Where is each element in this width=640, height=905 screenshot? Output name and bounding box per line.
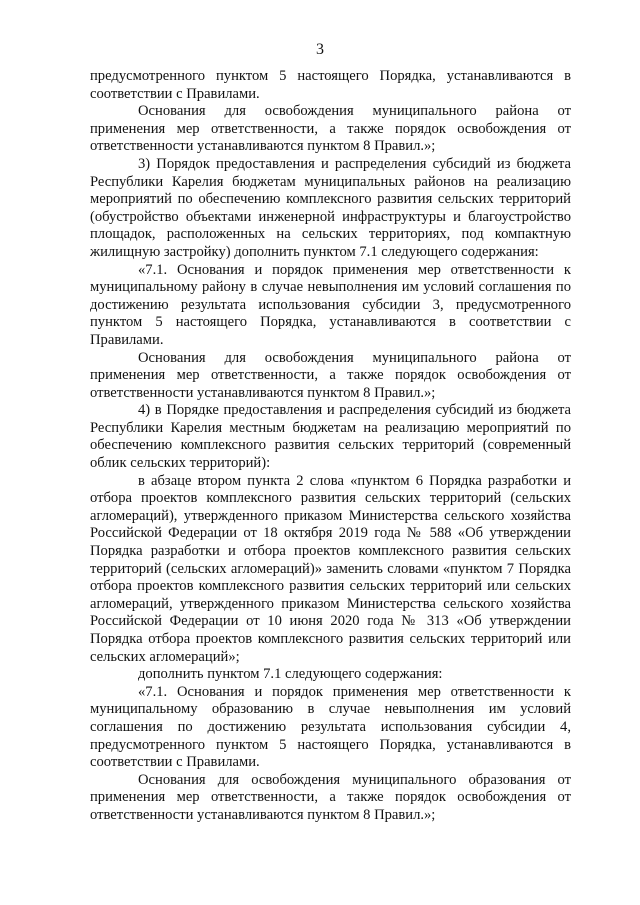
paragraph: дополнить пунктом 7.1 следующего содержания: (138, 666, 443, 683)
paragraph: Основания для освобождения муниципального района от применения мер ответственности, а также порядок освобождения от ответственности устанавливаются пунктом 8 Правил.»; (90, 103, 571, 155)
paragraph: Основания для освобождения муниципального образования от применения мер ответственности, а также порядок освобождения от ответственности устанавливаются пунктом 8 Правил.»; (90, 771, 571, 823)
paragraph-continuation: предусмотренного пунктом 5 настоящего Порядка, устанавливаются в соответствии с Правилами. (90, 68, 571, 102)
document-body (90, 68, 571, 825)
paragraph-quote-7-1: «7.1. Основания и порядок применения мер ответственности к муниципальному району в случае невыполнения им условий соглашения по достижению результата использования субсидии 3, предусмотренного пунктом 5 настоящего Порядка, устанавливаются в соответствии с Правилами. (90, 261, 571, 348)
paragraph-quote-7-1: «7.1. Основания и порядок применения мер ответственности к муниципальному образованию в случае невыполнения им условий соглашения по достижению результата использования субсидии 4, предусмотренного пунктом 5 настоящего Порядка, устанавливаются в соответствии с Правилами. (90, 683, 571, 771)
paragraph: в абзаце втором пункта 2 слова «пунктом 6 Порядка разработки и отбора проектов комплексного развития сельских территорий (сельских агломераций), утвержденного приказом Министерства сельского хозяйства Российской Федерации от 18 октября 2019 года № 588 «Об утверждении Порядка разработки и отбора проектов комплексного развития сельских территорий (сельских агломераций)» заменить словами «пунктом 7 Порядка отбора проектов комплексного развития сельских территорий или сельских агломераций, утвержденного приказом Министерства сельского хозяйства Российской Федерации от 10 июня 2020 года № 313 «Об утверждении Порядка отбора проектов комплексного развития сельских территорий или сельских агломераций»; (90, 472, 571, 665)
page-number: 3 (316, 41, 324, 58)
paragraph: Основания для освобождения муниципального района от применения мер ответственности, а также порядок освобождения от ответственности устанавливаются пунктом 8 Правил.»; (90, 349, 571, 401)
paragraph-item-4: 4) в Порядке предоставления и распределения субсидий из бюджета Республики Карелия местным бюджетам на реализацию мероприятий по обеспечению комплексного развития сельских территорий (современный облик сельских территорий): (90, 402, 571, 472)
paragraph-item-3: 3) Порядок предоставления и распределения субсидий из бюджета Республики Карелия бюджетам муниципальных районов на реализацию мероприятий по обеспечению комплексного развития сельских территорий (обустройство объектами инженерной инфраструктуры и благоустройство площадок, расположенных на сельских территориях, под компактную жилищную застройку) дополнить пунктом 7.1 следующего содержания: (90, 155, 571, 260)
